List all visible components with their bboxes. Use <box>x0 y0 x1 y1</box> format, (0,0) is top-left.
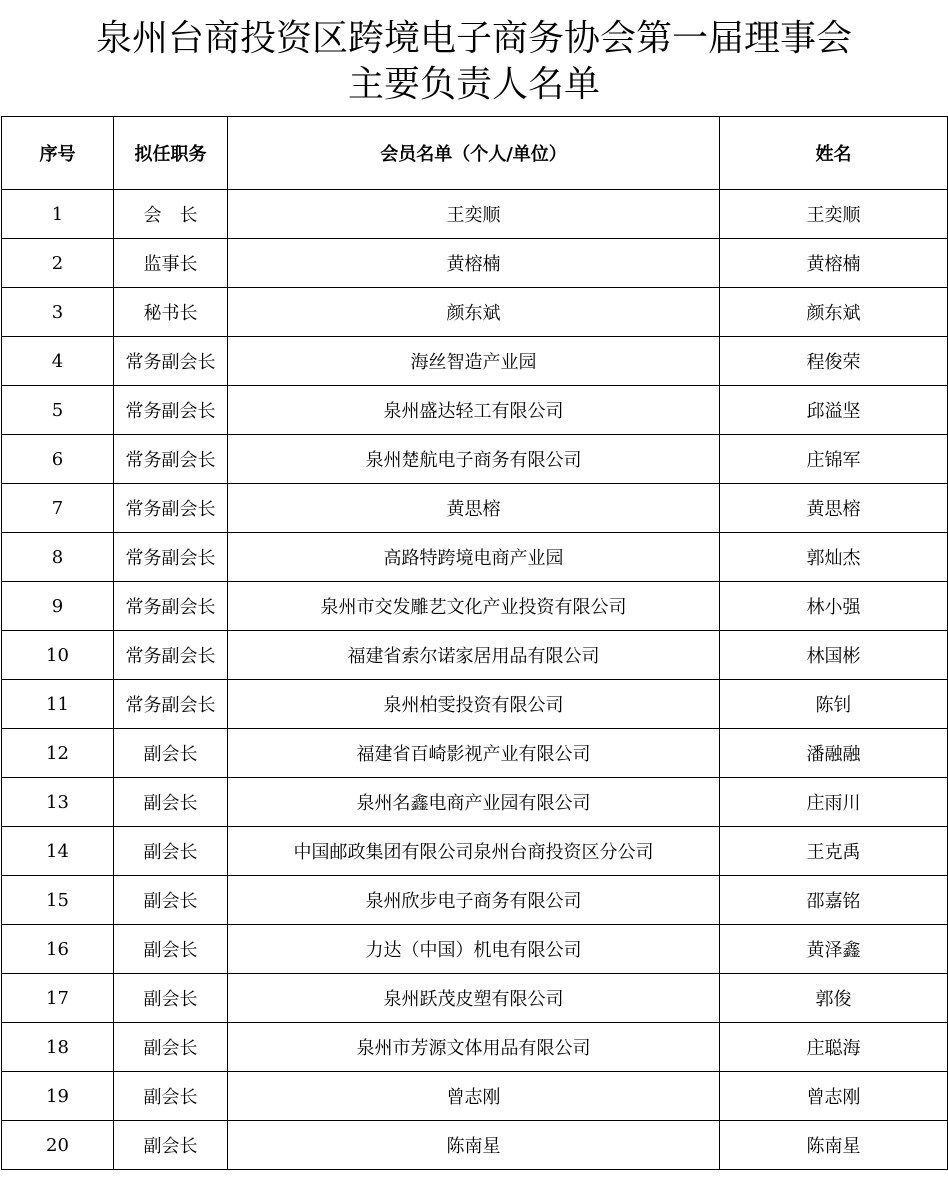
table-row <box>2 974 948 1023</box>
cell-person-name: 郭灿杰 <box>720 533 948 582</box>
cell-person-name: 黄榕楠 <box>720 239 948 288</box>
cell-member: 福建省索尔诺家居用品有限公司 <box>228 631 720 680</box>
cell-position: 常务副会长 <box>114 680 228 729</box>
cell-person-name: 程俊荣 <box>720 337 948 386</box>
cell-serial-number: 16 <box>2 925 114 974</box>
cell-person-name: 邱溢坚 <box>720 386 948 435</box>
cell-position: 副会长 <box>114 925 228 974</box>
cell-serial-number: 18 <box>2 1023 114 1072</box>
table-row <box>2 827 948 876</box>
cell-position: 常务副会长 <box>114 533 228 582</box>
cell-person-name: 王奕顺 <box>720 190 948 239</box>
table-row <box>2 582 948 631</box>
cell-member: 泉州欣步电子商务有限公司 <box>228 876 720 925</box>
cell-member: 泉州市交发雕艺文化产业投资有限公司 <box>228 582 720 631</box>
cell-position: 副会长 <box>114 827 228 876</box>
header-member: 会员名单（个人/单位） <box>228 117 720 190</box>
table-row <box>2 484 948 533</box>
cell-serial-number: 17 <box>2 974 114 1023</box>
cell-person-name: 颜东斌 <box>720 288 948 337</box>
cell-serial-number: 13 <box>2 778 114 827</box>
cell-position: 常务副会长 <box>114 337 228 386</box>
table-row <box>2 876 948 925</box>
cell-position: 常务副会长 <box>114 631 228 680</box>
title-line-2: 主要负责人名单 <box>347 64 600 105</box>
cell-person-name: 林国彬 <box>720 631 948 680</box>
cell-serial-number: 12 <box>2 729 114 778</box>
cell-position: 常务副会长 <box>114 386 228 435</box>
table-row <box>2 1023 948 1072</box>
cell-position: 常务副会长 <box>114 435 228 484</box>
cell-member: 泉州柏雯投资有限公司 <box>228 680 720 729</box>
cell-serial-number: 9 <box>2 582 114 631</box>
table-row <box>2 239 948 288</box>
cell-position: 监事长 <box>114 239 228 288</box>
cell-position: 副会长 <box>114 1072 228 1121</box>
cell-member: 高路特跨境电商产业园 <box>228 533 720 582</box>
title-line-1: 泉州台商投资区跨境电子商务协会第一届理事会 <box>95 18 852 59</box>
cell-person-name: 林小强 <box>720 582 948 631</box>
cell-person-name: 郭俊 <box>720 974 948 1023</box>
header-person-name: 姓名 <box>720 117 948 190</box>
cell-serial-number: 15 <box>2 876 114 925</box>
cell-person-name: 邵嘉铭 <box>720 876 948 925</box>
cell-position: 秘书长 <box>114 288 228 337</box>
cell-serial-number: 4 <box>2 337 114 386</box>
cell-person-name: 庄锦军 <box>720 435 948 484</box>
cell-member: 福建省百崎影视产业有限公司 <box>228 729 720 778</box>
cell-serial-number: 7 <box>2 484 114 533</box>
table-row <box>2 435 948 484</box>
cell-member: 陈南星 <box>228 1121 720 1170</box>
cell-serial-number: 8 <box>2 533 114 582</box>
table-body <box>2 190 948 1170</box>
cell-person-name: 庄雨川 <box>720 778 948 827</box>
cell-serial-number: 2 <box>2 239 114 288</box>
document-title <box>0 0 948 116</box>
cell-person-name: 曾志刚 <box>720 1072 948 1121</box>
cell-serial-number: 1 <box>2 190 114 239</box>
table-row <box>2 631 948 680</box>
table-row <box>2 337 948 386</box>
cell-serial-number: 11 <box>2 680 114 729</box>
header-serial-number: 序号 <box>2 117 114 190</box>
cell-member: 泉州跃茂皮塑有限公司 <box>228 974 720 1023</box>
cell-serial-number: 3 <box>2 288 114 337</box>
cell-serial-number: 6 <box>2 435 114 484</box>
cell-serial-number: 5 <box>2 386 114 435</box>
cell-position: 副会长 <box>114 1023 228 1072</box>
cell-member: 泉州楚航电子商务有限公司 <box>228 435 720 484</box>
cell-member: 力达（中国）机电有限公司 <box>228 925 720 974</box>
cell-position: 副会长 <box>114 729 228 778</box>
cell-member: 黄榕楠 <box>228 239 720 288</box>
table-row <box>2 680 948 729</box>
cell-person-name: 庄聪海 <box>720 1023 948 1072</box>
cell-position: 副会长 <box>114 974 228 1023</box>
cell-member: 王奕顺 <box>228 190 720 239</box>
table-row <box>2 778 948 827</box>
cell-member: 颜东斌 <box>228 288 720 337</box>
roster-table <box>1 116 948 1170</box>
cell-person-name: 黄泽鑫 <box>720 925 948 974</box>
cell-member: 泉州名鑫电商产业园有限公司 <box>228 778 720 827</box>
cell-position: 常务副会长 <box>114 484 228 533</box>
cell-member: 曾志刚 <box>228 1072 720 1121</box>
cell-member: 黄思榕 <box>228 484 720 533</box>
cell-member: 海丝智造产业园 <box>228 337 720 386</box>
table-row <box>2 288 948 337</box>
cell-serial-number: 20 <box>2 1121 114 1170</box>
table-row <box>2 1121 948 1170</box>
table-row <box>2 729 948 778</box>
cell-member: 中国邮政集团有限公司泉州台商投资区分公司 <box>228 827 720 876</box>
cell-person-name: 黄思榕 <box>720 484 948 533</box>
cell-serial-number: 14 <box>2 827 114 876</box>
cell-member: 泉州盛达轻工有限公司 <box>228 386 720 435</box>
cell-person-name: 潘融融 <box>720 729 948 778</box>
table-row <box>2 925 948 974</box>
cell-position: 副会长 <box>114 1121 228 1170</box>
table-row <box>2 190 948 239</box>
header-position: 拟任职务 <box>114 117 228 190</box>
cell-position: 会 长 <box>114 190 228 239</box>
header-row <box>2 117 948 190</box>
cell-serial-number: 10 <box>2 631 114 680</box>
cell-position: 副会长 <box>114 778 228 827</box>
cell-person-name: 陈钊 <box>720 680 948 729</box>
cell-person-name: 王克禹 <box>720 827 948 876</box>
table-row <box>2 533 948 582</box>
table-row <box>2 1072 948 1121</box>
cell-position: 副会长 <box>114 876 228 925</box>
cell-position: 常务副会长 <box>114 582 228 631</box>
cell-person-name: 陈南星 <box>720 1121 948 1170</box>
cell-member: 泉州市芳源文体用品有限公司 <box>228 1023 720 1072</box>
cell-serial-number: 19 <box>2 1072 114 1121</box>
table-row <box>2 386 948 435</box>
